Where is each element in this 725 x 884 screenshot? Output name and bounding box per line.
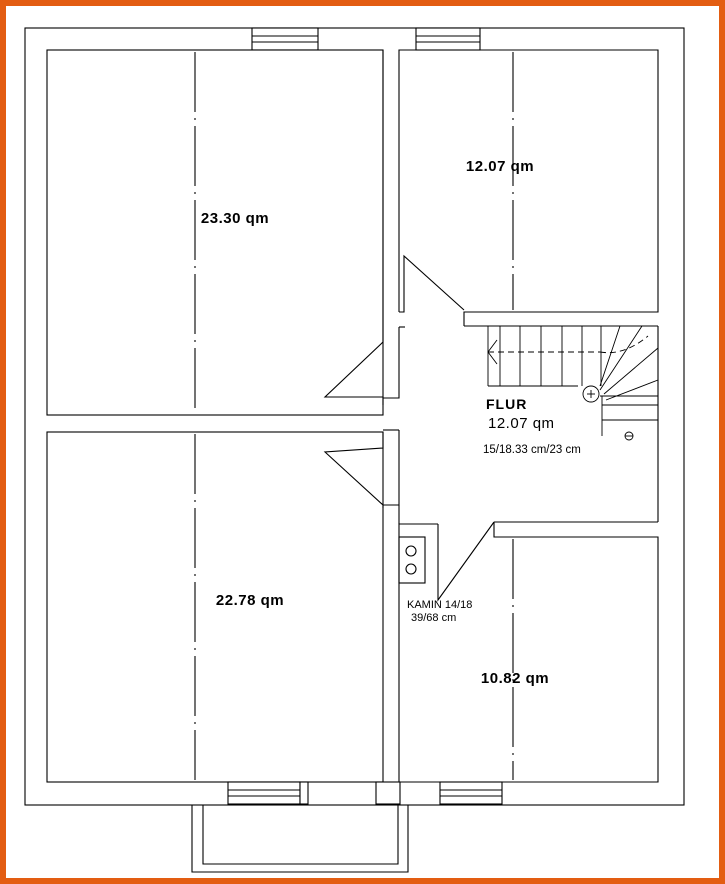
hall-area: 12.07 qm xyxy=(488,415,555,432)
room-top-left xyxy=(47,50,383,415)
area-label-bottom-left: 22.78 qm xyxy=(215,592,285,609)
stairs-dimensions: 15/18.33 cm/23 cm xyxy=(483,444,581,456)
fireplace xyxy=(399,537,425,583)
hall-name: FLUR xyxy=(486,396,528,412)
area-label-top-right: 12.07 qm xyxy=(465,158,535,175)
balcony xyxy=(192,782,502,872)
area-label-bottom-right: 10.82 qm xyxy=(480,670,550,687)
room-top-right xyxy=(399,50,658,326)
fireplace-label: KAMIN 14/18 xyxy=(407,599,473,611)
fireplace-size: 39/68 cm xyxy=(411,612,457,624)
area-label-top-left: 23.30 qm xyxy=(200,210,270,227)
